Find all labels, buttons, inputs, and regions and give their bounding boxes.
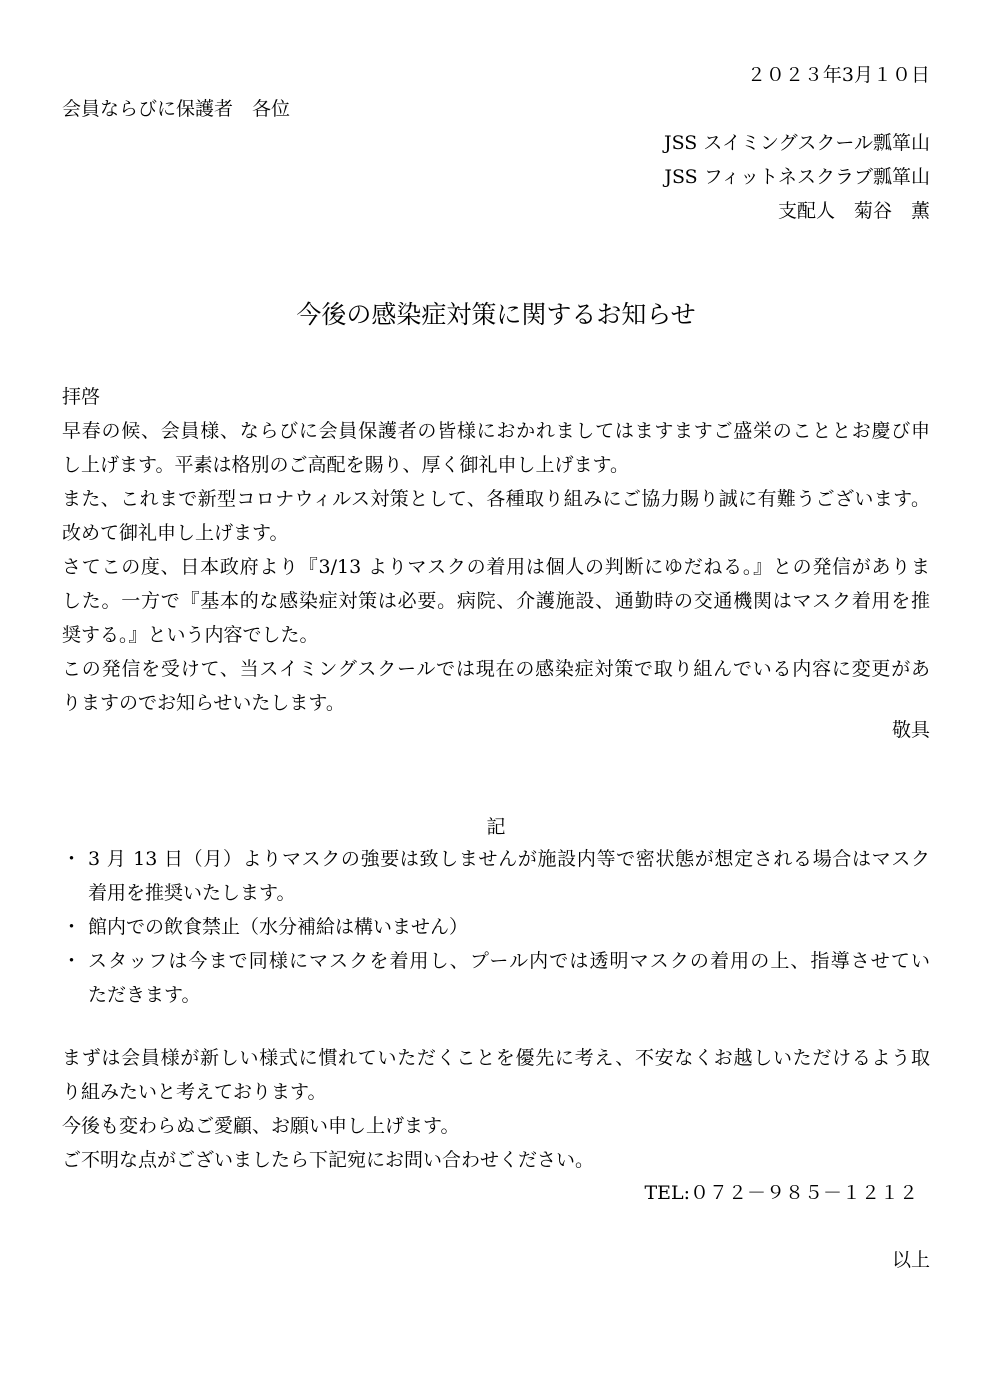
sender-manager: 支配人 菊谷 薫 xyxy=(777,200,930,222)
body-line: 改めて御礼申し上げます。 xyxy=(62,522,289,544)
document-title: 今後の感染症対策に関するお知らせ xyxy=(296,300,696,329)
notice-document xyxy=(62,0,930,1400)
bullet-text: 3 月 13 日（月）よりマスクの強要は致しませんが施設内等で密状態が想定される場合はマスク xyxy=(88,848,930,870)
bullet-text: スタッフは今まで同様にマスクを着用し、プール内では透明マスクの着用の上、指導させてい xyxy=(88,950,930,972)
ki-heading: 記 xyxy=(486,816,506,838)
bullet-item-continued xyxy=(62,876,930,910)
recipient: 会員ならびに保護者 各位 xyxy=(62,98,291,120)
opening-salutation: 拝啓 xyxy=(62,386,101,408)
bullet-text: ただきます。 xyxy=(88,984,201,1006)
closing-salutation: 敬具 xyxy=(891,719,930,741)
body-line: この発信を受けて、当スイミングスクールでは現在の感染症対策で取り組んでいる内容に変更があ xyxy=(62,658,930,680)
bullet-item xyxy=(62,910,930,944)
footer-line: り組みたいと考えております。 xyxy=(62,1081,327,1103)
bullet-mark: ・ xyxy=(62,848,82,870)
body-line: さてこの度、日本政府より『3/13 よりマスクの着用は個人の判断にゆだねる。』との発信がありま xyxy=(62,556,930,578)
bullet-item xyxy=(62,944,930,978)
bullet-text: 着用を推奨いたします。 xyxy=(88,882,296,904)
bullet-mark: ・ xyxy=(62,950,82,972)
body-line: 奨する。』という内容でした。 xyxy=(62,624,319,646)
contact-telephone: TEL:０７２－９８５－１２１２ xyxy=(644,1182,918,1204)
body-line: りますのでお知らせいたします。 xyxy=(62,692,345,714)
footer-line: 今後も変わらぬご愛顧、お願い申し上げます。 xyxy=(62,1115,460,1137)
bullet-item xyxy=(62,842,930,876)
body-line: また、これまで新型コロナウィルス対策として、各種取り組みにご協力賜り誠に有難うございます。 xyxy=(62,488,930,510)
body-line: した。一方で『基本的な感染症対策は必要。病院、介護施設、通勤時の交通機関はマスク着用を推 xyxy=(62,590,930,612)
document-date: ２０２３年3月１０日 xyxy=(746,64,930,86)
footer-line: ご不明な点がございましたら下記宛にお問い合わせください。 xyxy=(62,1149,595,1171)
body-line: 早春の候、会員様、ならびに会員保護者の皆様におかれましてはますますご盛栄のこととお慶び申 xyxy=(62,420,930,442)
end-mark: 以上 xyxy=(891,1249,930,1271)
sender-org-swimming: JSS スイミングスクール瓢箪山 xyxy=(663,132,930,154)
bullet-item-continued xyxy=(62,978,930,1012)
footer-line: まずは会員様が新しい様式に慣れていただくことを優先に考え、不安なくお越しいただけるよう取 xyxy=(62,1047,930,1069)
body-line: し上げます。平素は格別のご高配を賜り、厚く御礼申し上げます。 xyxy=(62,454,629,476)
bullet-text: 館内での飲食禁止（水分補給は構いません） xyxy=(88,916,469,938)
bullet-mark: ・ xyxy=(62,916,82,938)
sender-org-fitness: JSS フィットネスクラブ瓢箪山 xyxy=(664,166,930,188)
